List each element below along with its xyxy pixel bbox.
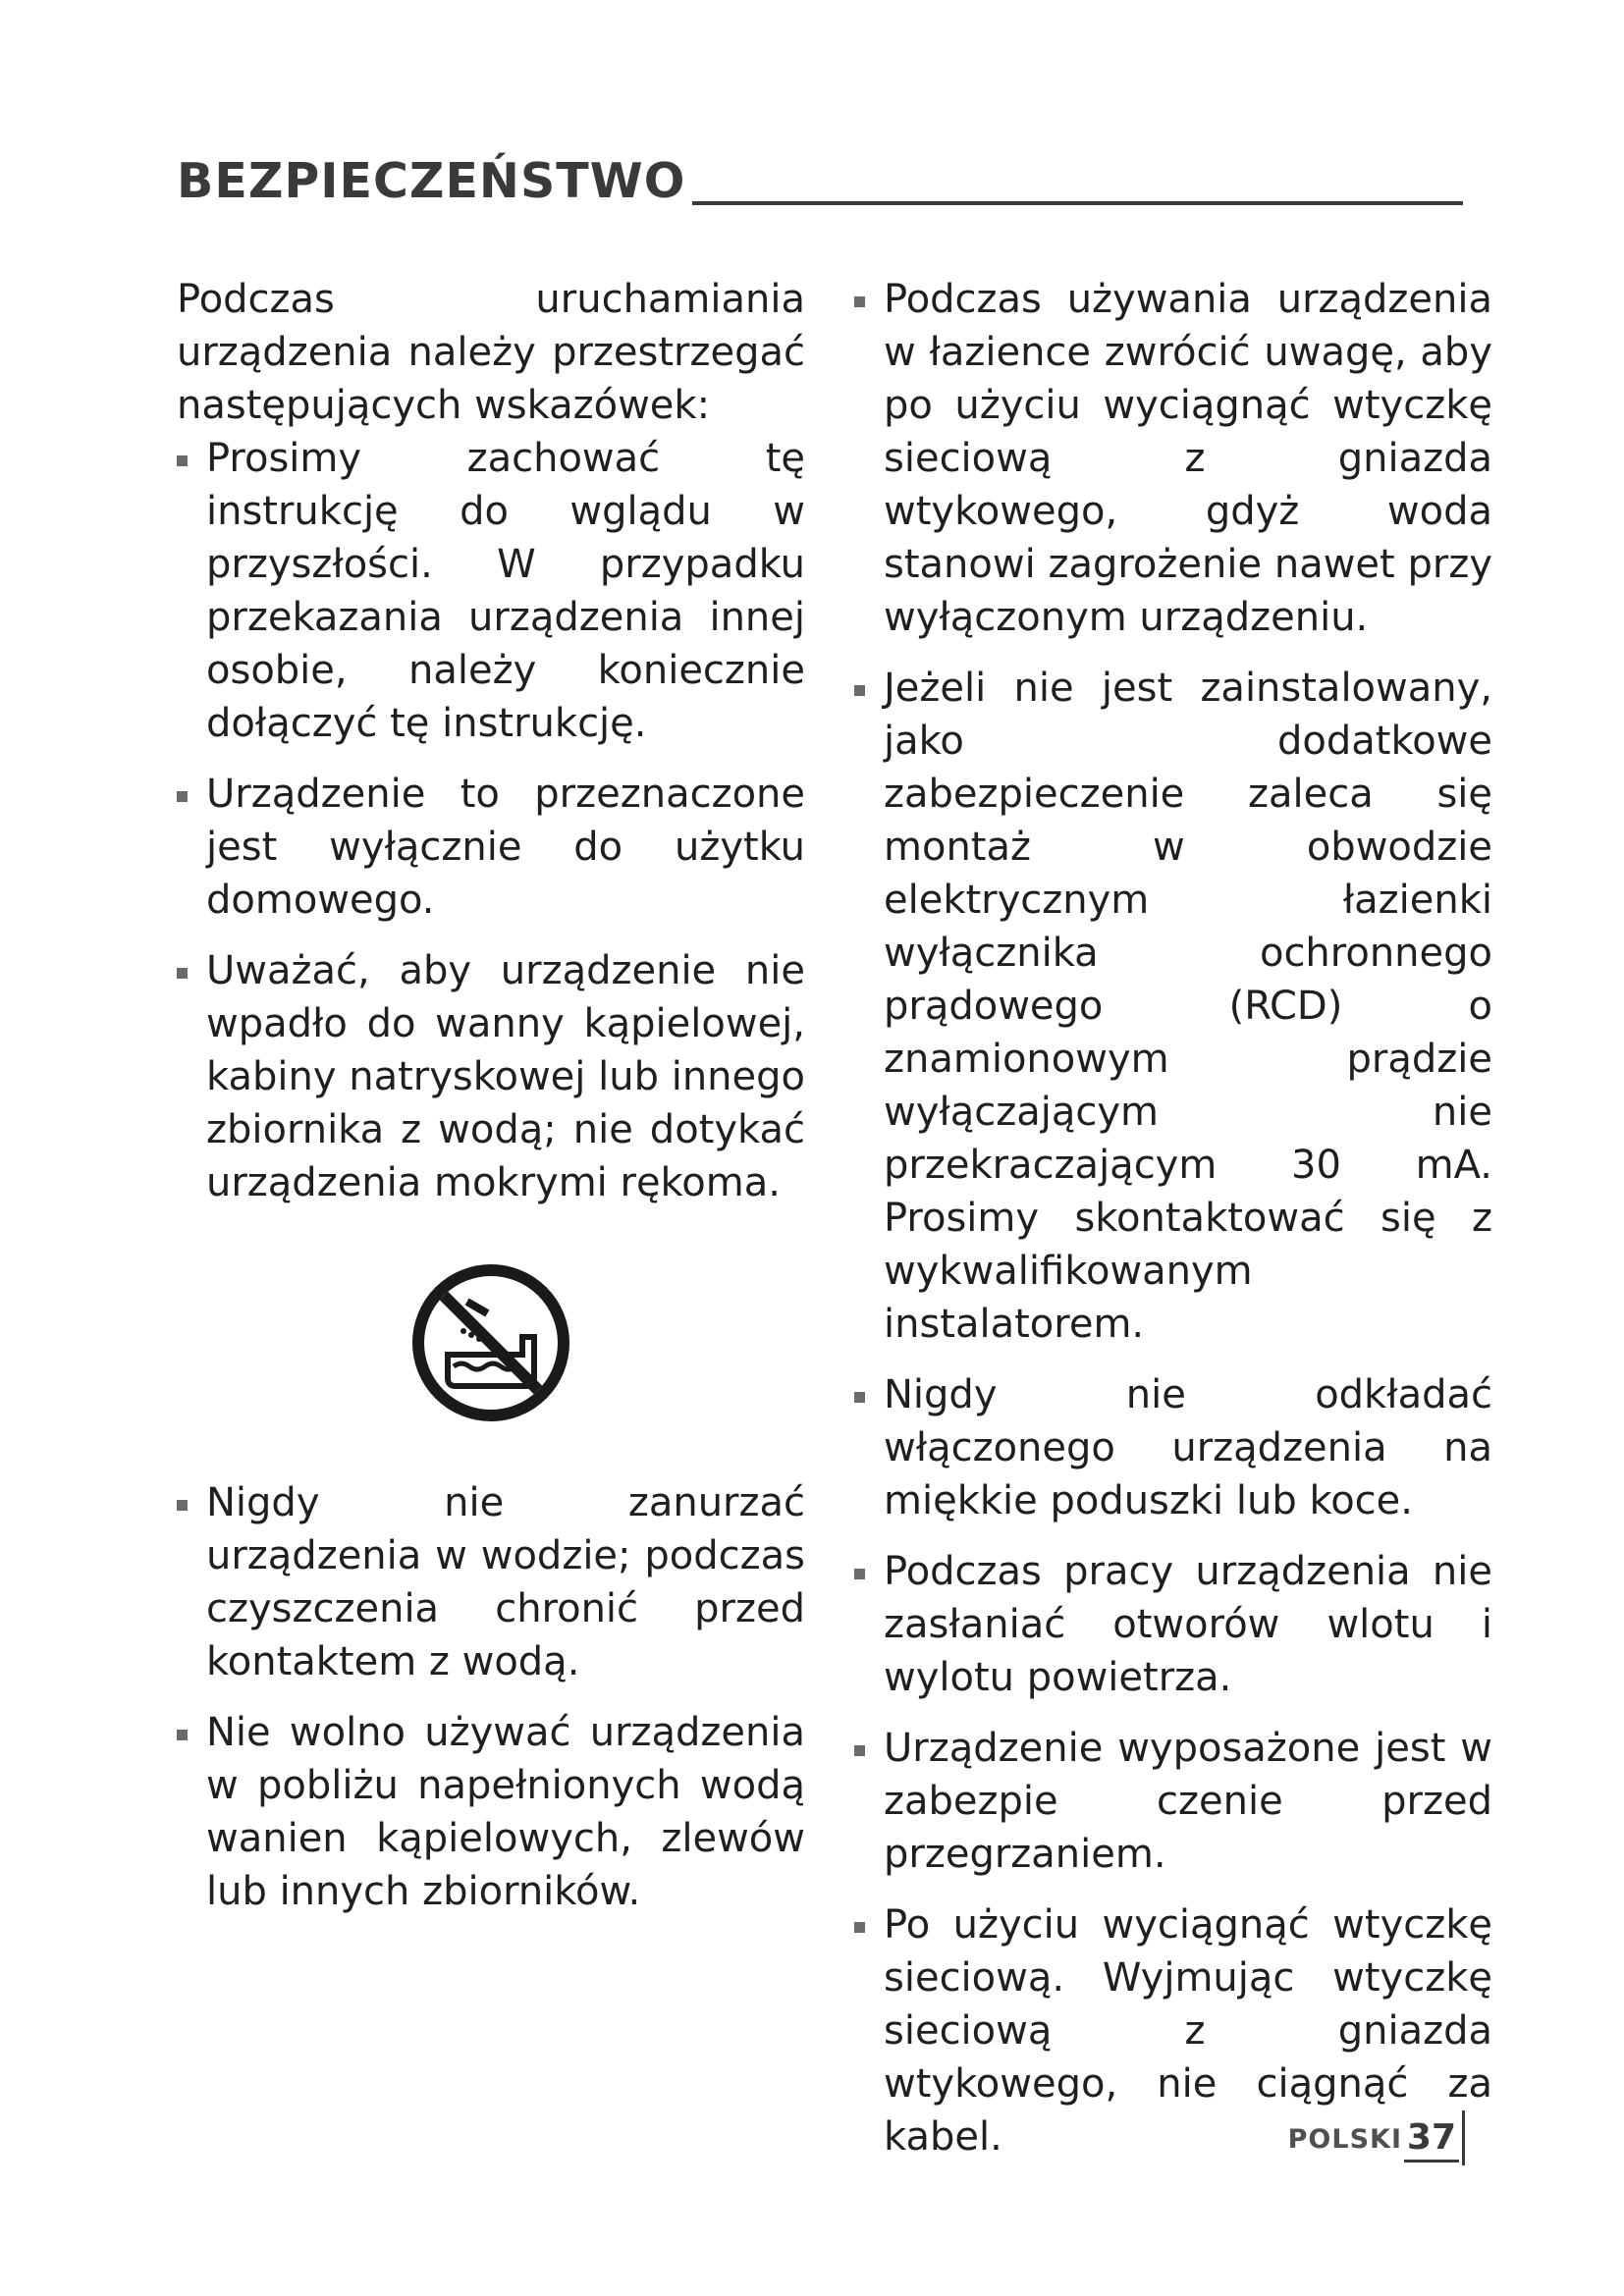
list-item: Uważać, aby urządzenie nie wpadło do wanny kąpielowej, kabiny natryskowej lub innego zbiornika z wodą; nie dotykać urządzenia mokrymi rękoma. [177, 944, 805, 1209]
no-water-bath-icon [408, 1260, 573, 1425]
right-column [854, 273, 1492, 2181]
language-label: POLSKI [1287, 2124, 1402, 2155]
list-item: Podczas pracy urządzenia nie zasłaniać otworów wlotu i wylotu powietrza. [854, 1545, 1492, 1704]
list-item: Nigdy nie zanurzać urządzenia w wodzie; podczas czyszczenia chronić przed kontaktem z wodą. [177, 1476, 805, 1688]
safety-list-top [177, 432, 805, 1209]
page-number: 37 [1404, 2116, 1459, 2163]
list-item: Prosimy zachować tę instrukcję do wglądu w przyszłości. W przypadku przekazania urządzenia innej osobie, należy koniecznie dołączyć tę instrukcję. [177, 432, 805, 750]
page-number-rule [1462, 2110, 1465, 2165]
list-item: Nie wolno używać urządzenia w pobliżu napełnionych wodą wanien kąpielowych, zlewów lub innych zbiorników. [177, 1706, 805, 1918]
list-item: Nigdy nie odkładać włączonego urządzenia na miękkie poduszki lub koce. [854, 1368, 1492, 1527]
page-header [177, 147, 1463, 216]
list-item: Podczas używania urządzenia w łazience zwrócić uwagę, aby po użyciu wyciągnąć wtyczkę sieciową z gniazda wtykowego, gdyż woda stanowi zagrożenie nawet przy wyłączonym urządzeniu. [854, 273, 1492, 644]
list-item: Po użyciu wyciągnąć wtyczkę sieciową. Wyjmując wtyczkę sieciową z gniazda wtykowego, nie ciągnąć za kabel. [854, 1898, 1492, 2163]
left-column [177, 273, 805, 1936]
section-title: BEZPIECZEŃSTWO [177, 153, 686, 209]
safety-list-right [854, 273, 1492, 2163]
list-item: Urządzenie wyposażone jest w zabezpie czenie przed przegrzaniem. [854, 1722, 1492, 1881]
list-item: Jeżeli nie jest zainstalowany, jako dodatkowe zabezpieczenie zaleca się montaż w obwodzie elektrycznym łazienki wyłącznika ochronnego prądowego (RCD) o znamionowym prądzie wyłączającym nie przekraczającym 30 mA. Prosimy skontaktować się z wykwalifikowanym instalatorem. [854, 662, 1492, 1351]
safety-list-bottom [177, 1476, 805, 1918]
list-item: Urządzenie to przeznaczone jest wyłącznie do użytku domowego. [177, 768, 805, 927]
page-footer [1218, 2110, 1473, 2169]
title-rule [692, 201, 1463, 205]
intro-paragraph: Podczas uruchamiania urządzenia należy przestrzegać następujących wskazówek: [177, 277, 805, 428]
